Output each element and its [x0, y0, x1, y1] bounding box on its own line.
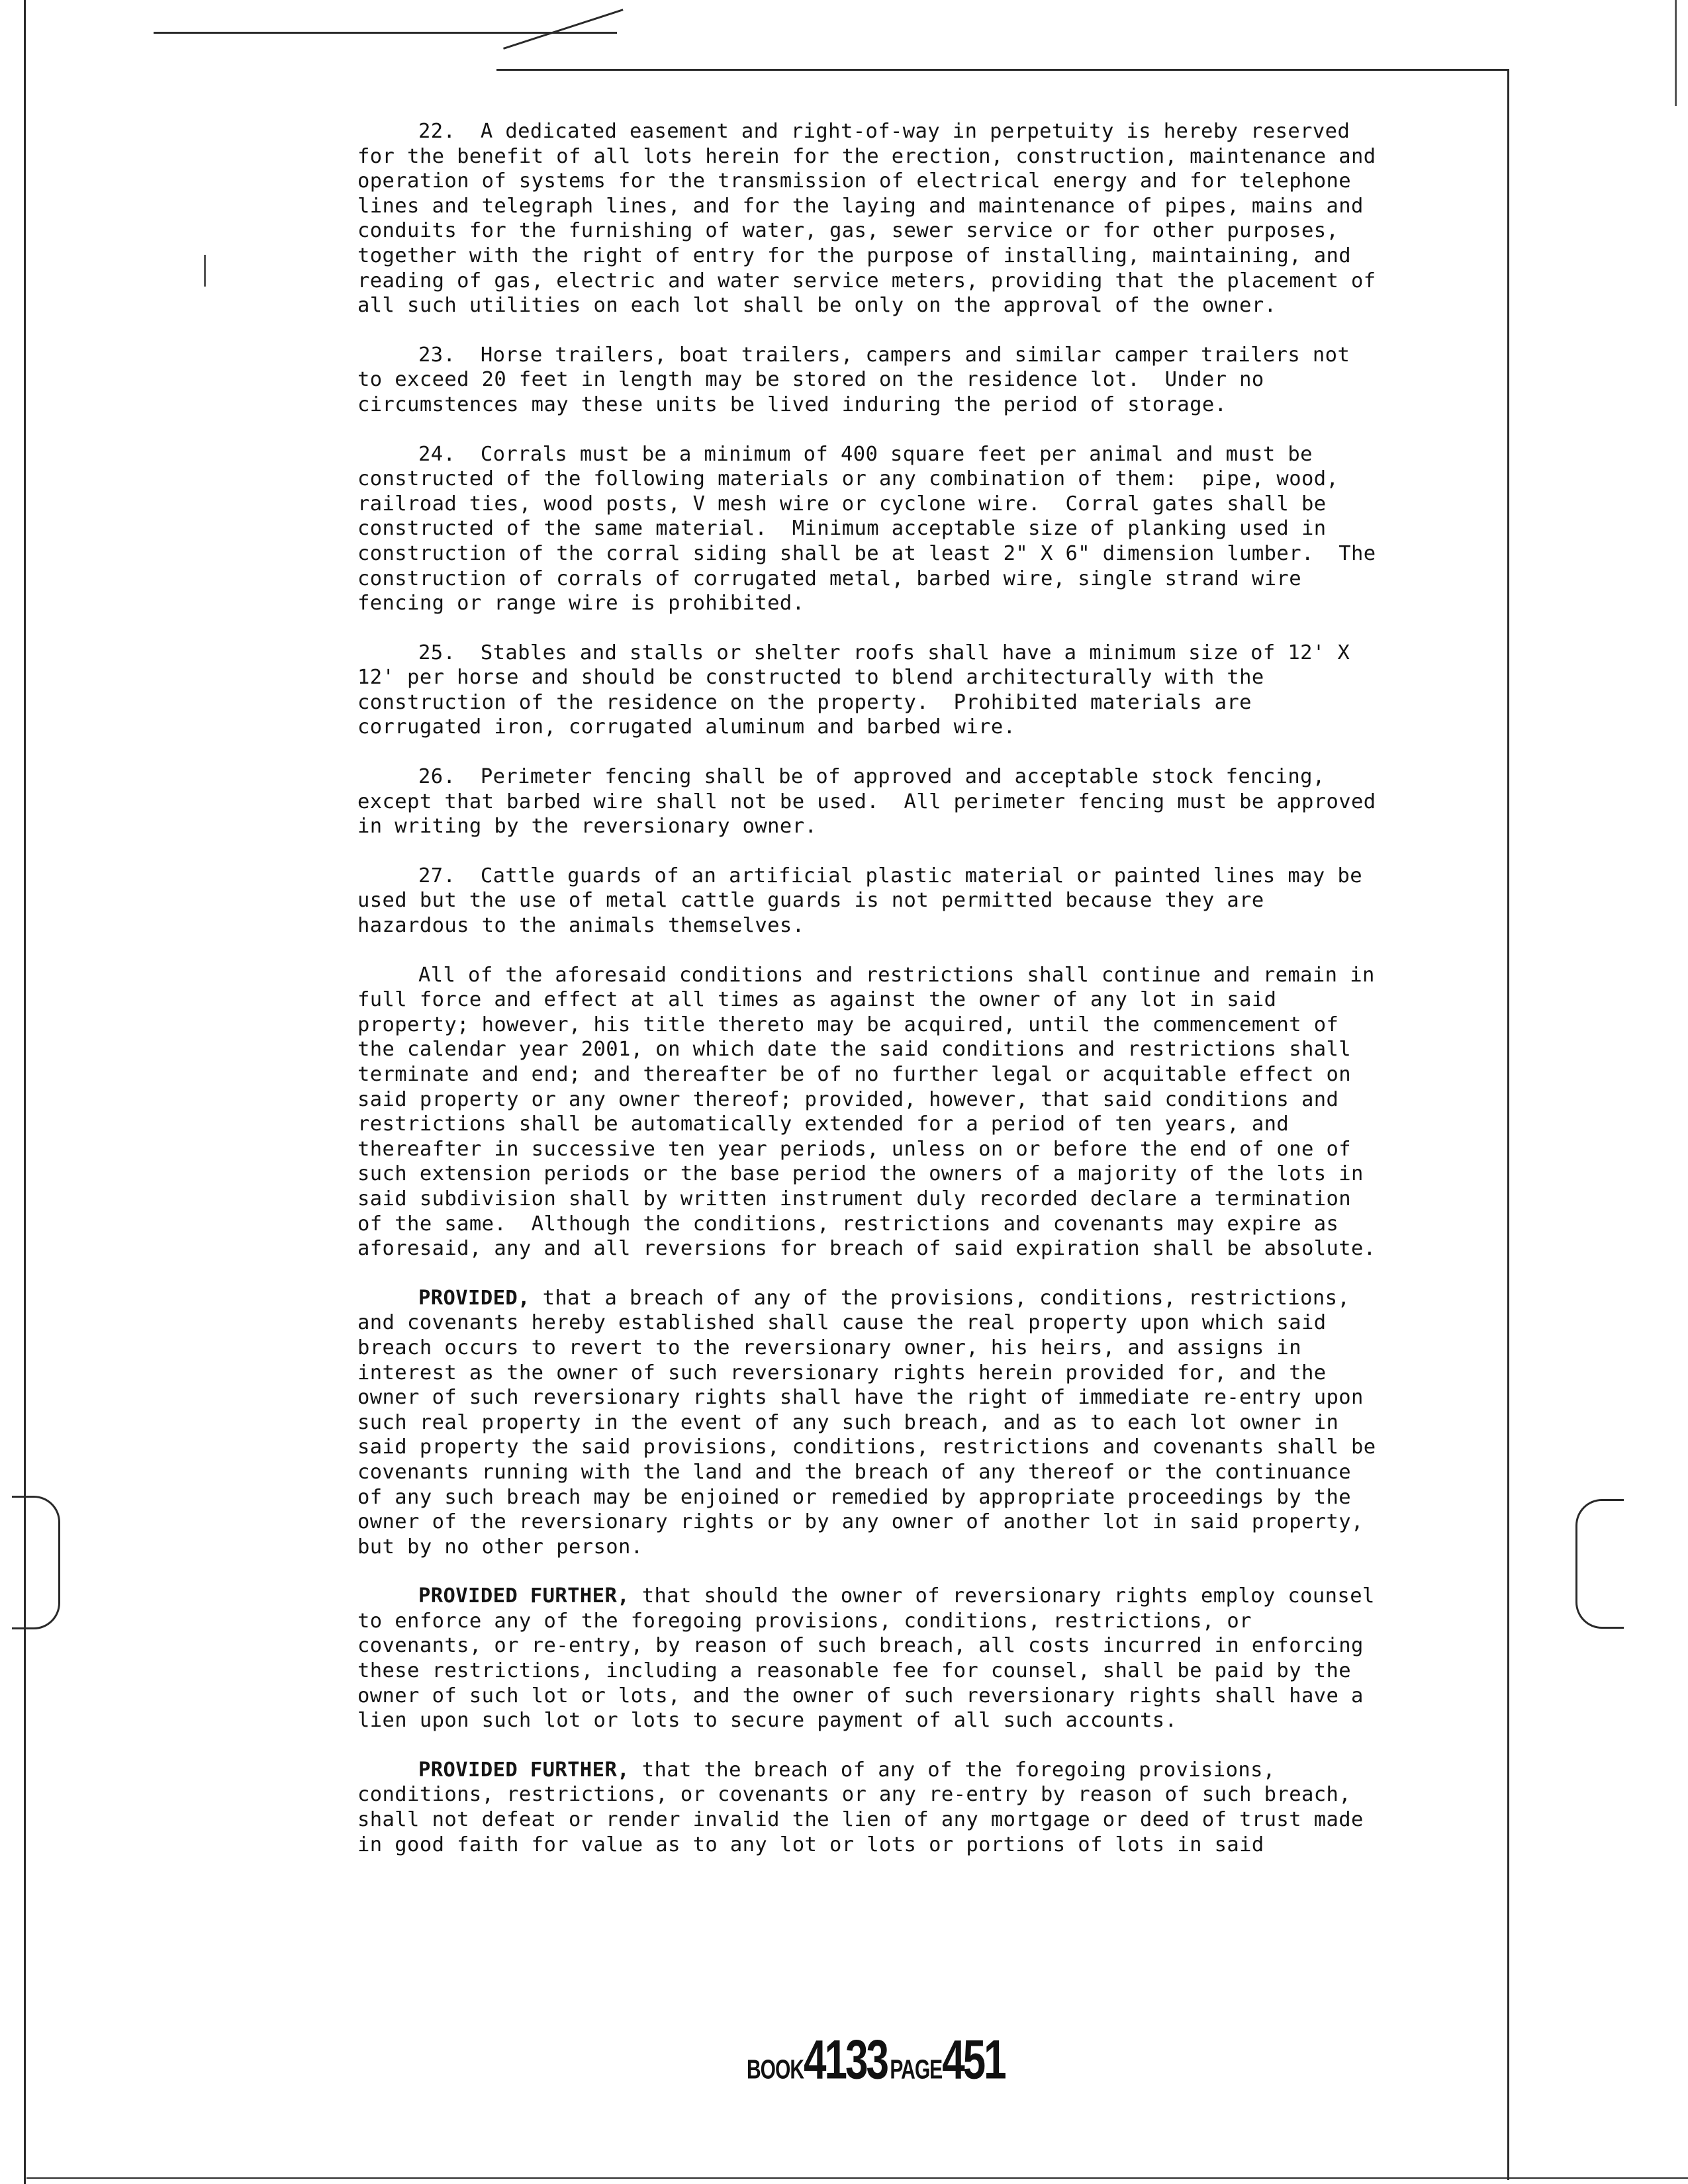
- bottom-rule: [26, 2177, 1688, 2179]
- right-margin-mark: [1675, 0, 1677, 106]
- left-page-edge: [24, 0, 26, 2184]
- paragraph-number: 26.: [418, 765, 456, 789]
- paragraph-text: Horse trailers, boat trailers, campers and similar camper trailers not to exceed 20 feet in length may be stored on the residence lot. Under no circumstences may these units be lived induring the period of storage.: [357, 343, 1362, 416]
- paragraph-text: that a breach of any of the provisions, conditions, restrictions, and covenants hereby established shall cause the real property upon which said breach occurs to revert to the reversionary owner, his heirs, and assigns in interest as the owner of such reversionary rights herein provided for, and the owner of such reversionary rights shall have the right of immediate re-entry upon such real property in the event of any such breach, and as to each lot owner in said property the said provisions, conditions, restrictions and covenants shall be covenants running with the land and the breach of any thereof or the continuance of any such breach may be enjoined or remedied by appropriate proceedings by the owner of the reversionary rights or by any owner of another lot in said property, but by no other person.: [357, 1286, 1389, 1559]
- page-number: 451: [942, 2029, 1005, 2091]
- paragraph-23: [357, 343, 1377, 418]
- paragraph-text: that the breach of any of the foregoing provisions, conditions, restrictions, or covenants or any re-entry by reason of such breach, shall not defeat or render invalid the lien of any mortgage or deed of trust made in good faith for value as to any lot or lots or portions of lots in said: [357, 1758, 1376, 1856]
- paragraph-text: Cattle guards of an artificial plastic material or painted lines may be used but the use of metal cattle guards is not permitted because they are hazardous to the animals themselves.: [357, 864, 1375, 938]
- page-top-border: [496, 69, 1509, 71]
- paragraph-provided-further-2: [357, 1758, 1377, 1857]
- paragraph-number: 22.: [418, 120, 456, 143]
- paragraph-provided-further-1: [357, 1584, 1387, 1733]
- paragraph-text: A dedicated easement and right-of-way in perpetuity is hereby reserved for the benefit of all lots herein for the erection, construction, maintenance and operation of systems for the transmission of electrical energy and for telephone lines and telegraph lines, and for the laying and maintenance of pipes, mains and conduits for the furnishing of water, gas, sewer service or for other purposes, together with the right of entry for the purpose of installing, maintaining, and reading of gas, electric and water service meters, providing that the placement of all such utilities on each lot shall be only on the approval of the owner.: [357, 120, 1389, 318]
- paragraph-text: Perimeter fencing shall be of approved and acceptable stock fencing, except that barbed wire shall not be used. All perimeter fencing must be approved in writing by the reversionary owner.: [357, 765, 1389, 839]
- top-slash: [503, 9, 624, 50]
- paragraph-number: 25.: [418, 641, 456, 664]
- left-binding-clip: [12, 1496, 60, 1629]
- paragraph-26: [357, 764, 1389, 839]
- paragraph-text: All of the aforesaid conditions and restrictions shall continue and remain in full force and effect at all times as against the owner of any lot in said property; however, his title thereto may be acquired, until the commencement of the calendar year 2001, on which date the said conditions and restrictions shall terminate and end; and thereafter be of no further legal or acquitable effect on said property or any owner thereof; provided, however, that said conditions and restrictions shall be automatically extended for a period of ten years, and thereafter in successive ten year periods, unless on or before the end of one of such extension periods or the base period the owners of a majority of the lots in said subdivision shall by written instrument duly recorded declare a termination of the same. Although the conditions, restrictions and covenants may expire as aforesaid, any and all reversions for breach of said expiration shall be absolute.: [357, 963, 1387, 1261]
- document-body: [357, 119, 1389, 1882]
- paragraph-lead: PROVIDED FURTHER,: [418, 1758, 630, 1782]
- paragraph-27: [357, 864, 1377, 938]
- book-label: BOOK: [747, 2055, 804, 2085]
- paragraph-lead: PROVIDED,: [418, 1286, 530, 1310]
- paragraph-text: Stables and stalls or shelter roofs shall have a minimum size of 12' X 12' per horse and should be constructed to blend architecturally with the construction of the residence on the property. Prohibited materials are corrugated iron, corrugated aluminum and barbed wire.: [357, 641, 1362, 739]
- paragraph-duration: [357, 963, 1387, 1261]
- paragraph-22: [357, 119, 1389, 318]
- margin-mark: [204, 255, 206, 287]
- page-label: PAGE: [890, 2055, 943, 2085]
- paragraph-text: that should the owner of reversionary rights employ counsel to enforce any of the foregoing provisions, conditions, restrictions, or covenants, or re-entry, by reason of such breach, all costs incurred in enforcing these restrictions, including a reasonable fee for counsel, shall be paid by the owner of such lot or lots, and the owner of such reversionary rights shall have a lien upon such lot or lots to secure payment of all such accounts.: [357, 1584, 1387, 1733]
- paragraph-number: 27.: [418, 864, 456, 887]
- right-page-edge: [1507, 69, 1509, 2180]
- paragraph-provided: [357, 1286, 1389, 1560]
- book-page-stamp: [747, 2028, 1005, 2092]
- paragraph-lead: PROVIDED FURTHER,: [418, 1584, 630, 1608]
- paragraph-24: [357, 442, 1389, 616]
- book-number: 4133: [804, 2029, 887, 2091]
- paragraph-text: Corrals must be a minimum of 400 square feet per animal and must be constructed of the following materials or any combination of them: pipe, wood, railroad ties, wood posts, V mesh wire or cyclone wire. Corral gates shall be constructed of the same material. Minimum acceptable size of planking used in construction of the corral siding shall be at least 2" X 6" dimension lumber. The construction of corrals of corrugated metal, barbed wire, single strand wire fencing or range wire is prohibited.: [357, 442, 1389, 615]
- paragraph-25: [357, 641, 1377, 740]
- paragraph-number: 24.: [418, 442, 456, 466]
- paragraph-number: 23.: [418, 343, 456, 367]
- right-binding-clip: [1575, 1499, 1624, 1629]
